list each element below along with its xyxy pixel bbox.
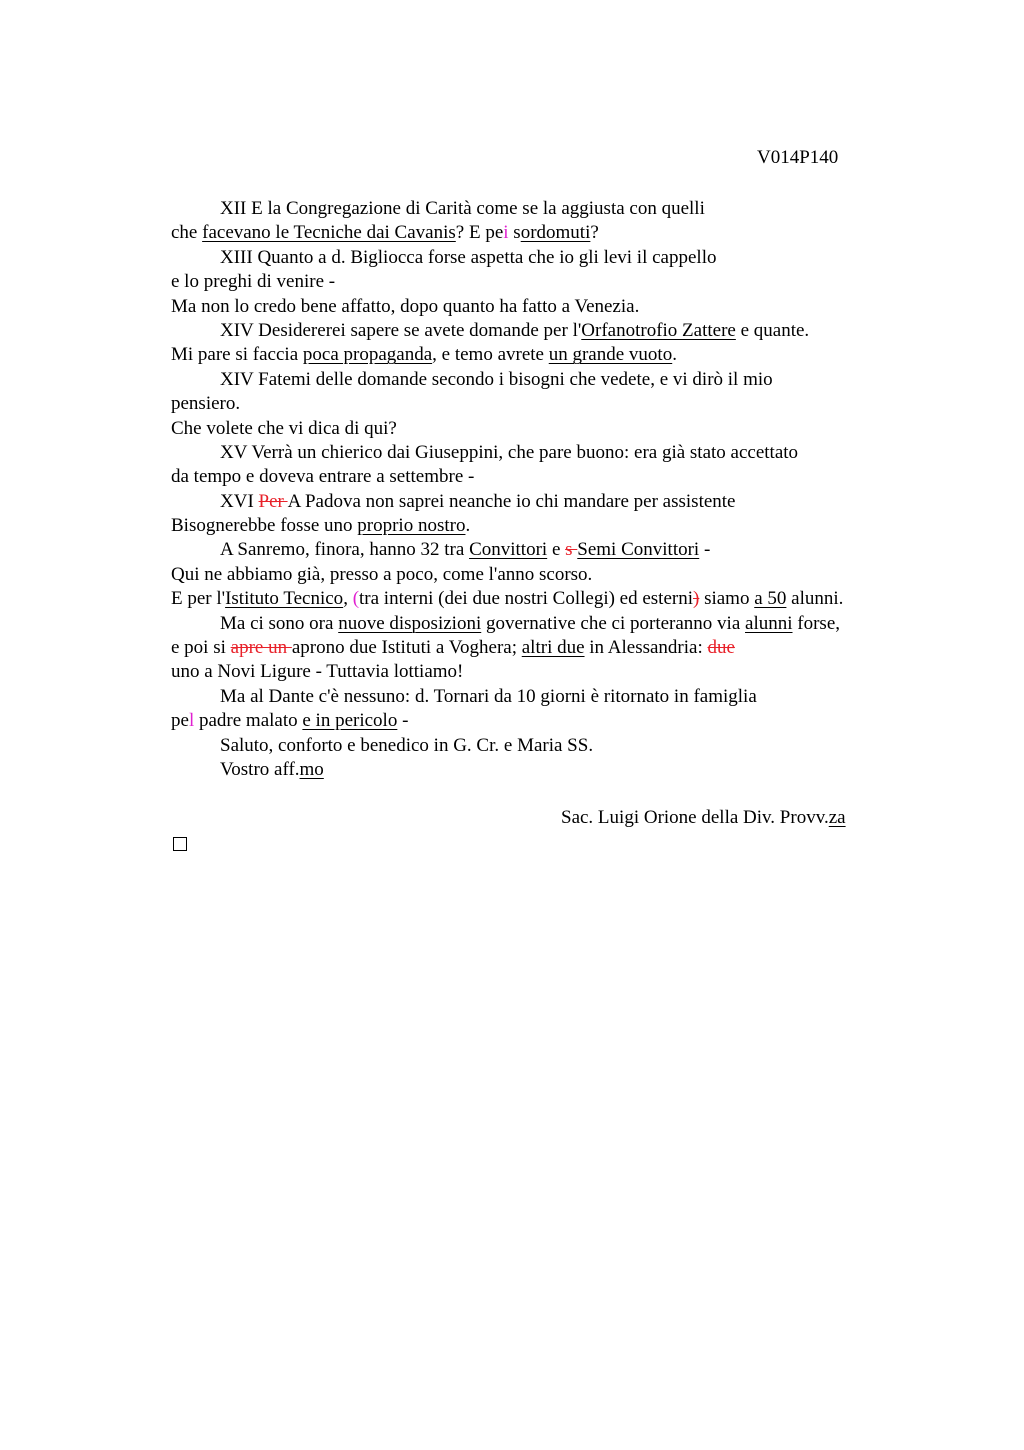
text-line: uno a Novi Ligure - Tuttavia lottiamo! bbox=[171, 661, 464, 683]
text-line: pel padre malato e in pericolo - bbox=[171, 710, 409, 732]
square-box-icon bbox=[173, 837, 187, 851]
underlined-text: ordomuti bbox=[520, 222, 591, 244]
text-line: Saluto, conforto e benedico in G. Cr. e Maria SS. bbox=[220, 734, 594, 756]
text-line: A Sanremo, finora, hanno 32 tra Convittori e s Semi Convittori - bbox=[220, 539, 711, 561]
text-line: da tempo e doveva entrare a settembre - bbox=[171, 466, 475, 488]
underlined-text: Istituto Tecnico bbox=[225, 588, 344, 610]
text-line: Ma al Dante c'è nessuno: d. Tornari da 10 giorni è ritornato in famiglia bbox=[220, 685, 757, 707]
text-line: Qui ne abbiamo già, presso a poco, come l'anno scorso. bbox=[171, 563, 593, 585]
deleted-text: due bbox=[707, 637, 735, 659]
underlined-text: nuove disposizioni bbox=[338, 612, 482, 634]
text-line: XIII Quanto a d. Bigliocca forse aspetta che io gli levi il cappello bbox=[220, 246, 717, 268]
inserted-text: l bbox=[188, 710, 195, 732]
text-line: Vostro aff.mo bbox=[220, 758, 324, 780]
letter-body bbox=[171, 197, 931, 855]
deleted-text: s bbox=[565, 539, 578, 561]
inserted-text: i bbox=[503, 222, 509, 244]
underlined-text: alunni bbox=[745, 612, 793, 634]
underlined-text: poca propaganda bbox=[302, 344, 433, 366]
text-line: XV Verrà un chierico dai Giuseppini, che pare buono: era già stato accettato bbox=[220, 441, 799, 463]
text-line: e lo preghi di venire - bbox=[171, 271, 336, 293]
underlined-text: za bbox=[828, 807, 846, 829]
deleted-text: ) bbox=[693, 588, 700, 610]
deleted-text: Per bbox=[258, 490, 288, 512]
deleted-text: apre un bbox=[230, 637, 292, 659]
underlined-text: proprio nostro bbox=[357, 515, 466, 537]
underlined-text: un grande vuoto bbox=[548, 344, 673, 366]
underlined-text: a 50 bbox=[754, 588, 787, 610]
end-mark bbox=[171, 831, 931, 855]
text-line: E per l'Istituto Tecnico, (tra interni (dei due nostri Collegi) ed esterni) siamo a 50 alunni. bbox=[171, 588, 844, 610]
blank-space bbox=[171, 782, 931, 806]
signature-line: Sac. Luigi Orione della Div. Provv.za bbox=[561, 807, 846, 829]
inserted-text: ( bbox=[352, 588, 360, 610]
text-line: Mi pare si faccia poca propaganda, e temo avrete un grande vuoto. bbox=[171, 344, 677, 366]
text-line: Bisognerebbe fosse uno proprio nostro. bbox=[171, 515, 471, 537]
underlined-text: mo bbox=[299, 758, 324, 780]
underlined-text: facevano le Tecniche dai Cavanis bbox=[202, 222, 456, 244]
text-line: Ma ci sono ora nuove disposizioni governative che ci porteranno via alunni forse, bbox=[220, 612, 840, 634]
text-line: che facevano le Tecniche dai Cavanis? E pei sordomuti? bbox=[171, 222, 599, 244]
text-line: Ma non lo credo bene affatto, dopo quanto ha fatto a Venezia. bbox=[171, 295, 640, 317]
text-line: e poi si apre un aprono due Istituti a Voghera; altri due in Alessandria: due bbox=[171, 637, 735, 659]
text-line: XIV Fatemi delle domande secondo i bisogni che vedete, e vi dirò il mio bbox=[220, 368, 773, 390]
text-line: XIV Desidererei sapere se avete domande per l'Orfanotrofio Zattere e quante. bbox=[220, 319, 810, 341]
underlined-text: Convittori bbox=[469, 539, 548, 561]
text-line: Che volete che vi dica di qui? bbox=[171, 417, 397, 439]
text-line: pensiero. bbox=[171, 393, 241, 415]
text-line: XII E la Congregazione di Carità come se la aggiusta con quelli bbox=[220, 198, 705, 219]
underlined-text: Orfanotrofio Zattere bbox=[581, 319, 736, 341]
underlined-text: Semi Convittori bbox=[577, 539, 700, 561]
underlined-text: altri due bbox=[521, 637, 585, 659]
document-id: V014P140 bbox=[757, 147, 839, 168]
underlined-text: e in pericolo bbox=[302, 710, 398, 732]
text-line: XVI Per A Padova non saprei neanche io chi mandare per assistente bbox=[220, 490, 736, 512]
